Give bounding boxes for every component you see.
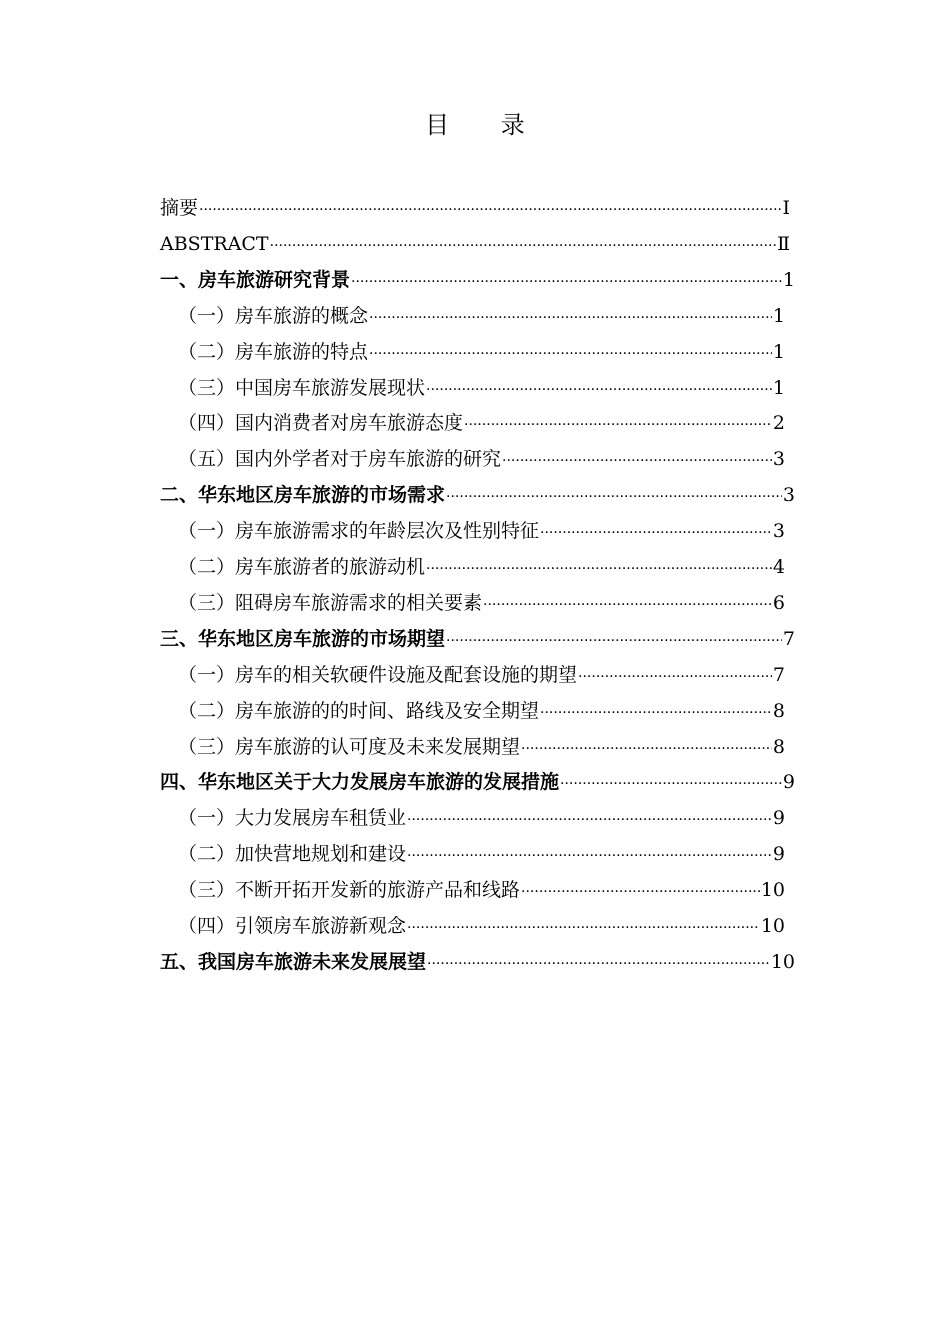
- toc-entry[interactable]: [178, 837, 785, 871]
- toc-entry[interactable]: [160, 945, 795, 979]
- toc-entry-page-number: 10: [760, 915, 785, 937]
- toc-entry[interactable]: [160, 227, 790, 261]
- toc-entry-page-number: 10: [770, 950, 795, 973]
- toc-entry[interactable]: [178, 406, 785, 440]
- toc-entry-label: （二）房车旅游的的时间、路线及安全期望: [178, 699, 540, 722]
- toc-entry[interactable]: [178, 371, 785, 405]
- toc-entry-label: （四）引领房车旅游新观念: [178, 915, 407, 937]
- toc-entry-label: （三）阻碍房车旅游需求的相关要素: [178, 591, 483, 614]
- toc-entry-label: （二）加快营地规划和建设: [178, 843, 407, 866]
- toc-entry-label: 四、华东地区关于大力发展房车旅游的发展措施: [160, 771, 560, 794]
- toc-dot-leader: [369, 337, 772, 371]
- toc-dot-leader: [446, 624, 782, 658]
- toc-dot-leader: [560, 767, 782, 801]
- toc-entry[interactable]: [178, 658, 785, 692]
- toc-entry-label: 五、我国房车旅游未来发展展望: [160, 950, 427, 973]
- toc-dot-leader: [578, 660, 772, 694]
- toc-entry-page-number: 1: [772, 340, 785, 363]
- toc-entry[interactable]: [178, 873, 785, 907]
- toc-entry-label: （二）房车旅游的特点: [178, 340, 369, 363]
- toc-entry-page-number: 6: [772, 591, 785, 614]
- toc-dot-leader: [502, 444, 772, 478]
- toc-entry-label: （一）房车旅游的概念: [178, 304, 369, 327]
- toc-entry-label: （二）房车旅游者的旅游动机: [178, 556, 426, 578]
- toc-entry-page-number: 10: [760, 879, 785, 902]
- toc-dot-leader: [483, 588, 772, 622]
- toc-entry-page-number: 8: [772, 699, 785, 722]
- toc-entry-label: （一）房车旅游需求的年龄层次及性别特征: [178, 520, 540, 543]
- toc-entry-label: （三）中国房车旅游发展现状: [178, 376, 426, 399]
- toc-entry[interactable]: [178, 442, 785, 476]
- toc-entry-page-number: 1: [782, 268, 795, 291]
- toc-entry[interactable]: [178, 730, 785, 764]
- toc-entry[interactable]: [178, 586, 785, 620]
- toc-entry[interactable]: [178, 801, 785, 835]
- toc-dot-leader: [540, 696, 772, 730]
- toc-entry-label: 二、华东地区房车旅游的市场需求: [160, 484, 446, 507]
- toc-dot-leader: [446, 480, 782, 514]
- toc-entry[interactable]: [178, 550, 785, 584]
- toc-entry-label: 三、华东地区房车旅游的市场期望: [160, 627, 446, 650]
- toc-entry-page-number: 4: [772, 556, 785, 578]
- toc-entry-page-number: 3: [772, 520, 785, 543]
- toc-dot-leader: [407, 803, 772, 837]
- toc-entry-page-number: 3: [782, 484, 795, 507]
- toc-dot-leader: [426, 373, 772, 407]
- toc-entry-page-number: 7: [772, 663, 785, 686]
- toc-entry-label: （一）大力发展房车租赁业: [178, 807, 407, 830]
- page-title: 目 录: [425, 111, 547, 139]
- toc-dot-leader: [426, 552, 772, 586]
- toc-dot-leader: [464, 408, 772, 442]
- toc-dot-leader: [407, 911, 760, 945]
- toc-entry-label: （五）国内外学者对于房车旅游的研究: [178, 448, 502, 471]
- toc-entry[interactable]: [160, 263, 795, 297]
- toc-entry[interactable]: [160, 765, 795, 799]
- toc-entry-label: ABSTRACT: [160, 232, 269, 255]
- toc-entry-label: （三）不断开拓开发新的旅游产品和线路: [178, 879, 521, 902]
- toc-dot-leader: [521, 732, 772, 766]
- toc-entry[interactable]: [178, 514, 785, 548]
- toc-dot-leader: [199, 193, 781, 227]
- toc-dot-leader: [540, 516, 772, 550]
- toc-entry-label: （三）房车旅游的认可度及未来发展期望: [178, 735, 521, 758]
- toc-dot-leader: [270, 229, 776, 263]
- toc-dot-leader: [407, 839, 772, 873]
- toc-entry[interactable]: [160, 622, 795, 656]
- toc-entry-page-number: 9: [772, 843, 785, 866]
- toc-entry-page-number: 9: [772, 807, 785, 830]
- toc-entry-page-number: 1: [772, 376, 785, 399]
- toc-entry[interactable]: [178, 909, 785, 943]
- toc-entry[interactable]: [178, 335, 785, 369]
- toc-entry[interactable]: [178, 299, 785, 333]
- toc-entry-label: （一）房车的相关软硬件设施及配套设施的期望: [178, 663, 578, 686]
- toc-entry-page-number: 3: [772, 448, 785, 471]
- toc-entry[interactable]: [178, 694, 785, 728]
- toc-dot-leader: [369, 301, 772, 335]
- toc-entry-page-number: 8: [772, 735, 785, 758]
- toc-entry-label: 一、房车旅游研究背景: [160, 268, 351, 291]
- toc-entry[interactable]: [160, 191, 790, 225]
- toc-dot-leader: [427, 947, 770, 981]
- toc-entry-page-number: Ⅱ: [777, 232, 790, 255]
- toc-entry-page-number: 7: [782, 627, 795, 650]
- toc-entry-page-number: 9: [782, 771, 795, 794]
- toc-dot-leader: [351, 265, 782, 299]
- toc-dot-leader: [521, 875, 760, 909]
- toc-entry-label: 摘要: [160, 197, 199, 219]
- toc-entry-page-number: 2: [772, 412, 785, 435]
- toc-entry-page-number: 1: [772, 304, 785, 327]
- toc-entry[interactable]: [160, 478, 795, 512]
- toc-entry-label: （四）国内消费者对房车旅游态度: [178, 412, 464, 435]
- toc-entry-page-number: Ⅰ: [782, 197, 790, 219]
